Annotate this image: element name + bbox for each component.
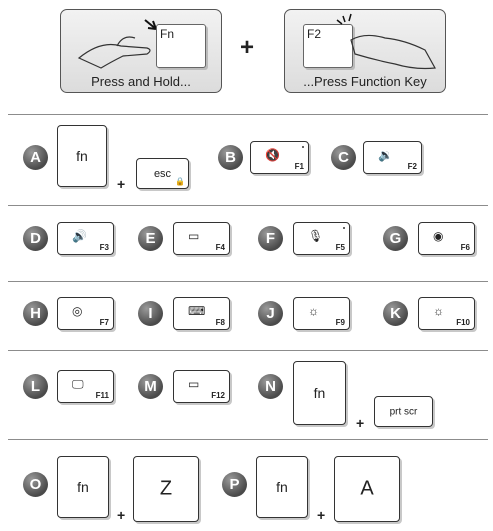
f2-key-label: F2 — [307, 27, 322, 41]
f5-label: F5 — [335, 243, 345, 252]
fn-key — [156, 24, 206, 68]
f6-label: F6 — [460, 243, 470, 252]
z-key-label: Z — [159, 477, 173, 500]
badge-j: J — [258, 301, 283, 326]
fn-key-n — [293, 361, 346, 425]
badge-e: E — [138, 226, 163, 251]
f8-keyboard-backlight-key — [173, 297, 230, 330]
badge-b: B — [218, 145, 243, 170]
plus-n: + — [356, 415, 365, 431]
f4-label: F4 — [215, 243, 225, 252]
f9-label: F9 — [335, 318, 345, 327]
f1-mute-key — [250, 141, 309, 174]
keyboard-backlight-icon: ⌨ — [188, 304, 206, 318]
badge-f: F — [258, 226, 283, 251]
prt-scr-key-label: prt scr — [389, 406, 418, 417]
f7-label: F7 — [99, 318, 109, 327]
wireless-icon: ◎ — [72, 304, 83, 318]
badge-o: O — [23, 472, 48, 497]
f3-volume-up-key — [57, 222, 114, 255]
fn-key-o — [57, 456, 109, 518]
f7-wireless-key — [57, 297, 114, 330]
a-key — [334, 456, 400, 522]
plus-sign: + — [240, 34, 255, 61]
badge-n: N — [258, 374, 283, 399]
f4-display-off-key — [173, 222, 230, 255]
badge-g: G — [383, 226, 408, 251]
f8-label: F8 — [215, 318, 225, 327]
badge-i: I — [138, 301, 163, 326]
fn-lock-icon: 🔒 — [175, 177, 185, 186]
esc-key-label: esc — [153, 167, 172, 180]
badge-k: K — [383, 301, 408, 326]
f2-label: F2 — [407, 162, 417, 171]
fn-key-p-label: fn — [276, 479, 288, 495]
mic-mute-icon: 🎙 — [308, 229, 324, 243]
f1-label: F1 — [294, 162, 304, 171]
badge-m: M — [138, 374, 163, 399]
fn-key-n-label: fn — [313, 385, 326, 401]
f10-brightness-up-key — [418, 297, 475, 330]
press-and-hold-caption: Press and Hold... — [91, 74, 191, 89]
prt-scr-key — [374, 396, 433, 427]
press-function-key-panel — [284, 9, 446, 93]
f2-volume-down-key — [363, 141, 422, 174]
fn-key-label: Fn — [160, 27, 175, 41]
plus-p: + — [317, 507, 326, 523]
touchpad-lock-icon: ▭ — [188, 377, 200, 391]
webcam-icon: ◉ — [433, 229, 444, 243]
f3-label: F3 — [99, 243, 109, 252]
brightness-up-icon: ☼ — [433, 304, 444, 318]
volume-down-icon: 🔉 — [378, 148, 393, 162]
badge-h: H — [23, 301, 48, 326]
fn-key-a-label: fn — [76, 148, 88, 164]
display-off-icon: ▭ — [188, 229, 200, 243]
badge-p: P — [222, 472, 247, 497]
brightness-down-icon: ☼ — [308, 304, 319, 318]
f12-touchpad-lock-key — [173, 370, 230, 403]
fn-key-p — [256, 456, 308, 518]
badge-d: D — [23, 226, 48, 251]
f11-label: F11 — [95, 391, 109, 400]
f11-display-switch-key — [57, 370, 114, 403]
f12-label: F12 — [211, 391, 225, 400]
fn-key-o-label: fn — [77, 479, 89, 495]
a-key-label: A — [360, 477, 374, 500]
press-and-hold-panel — [60, 9, 222, 93]
speaker-mute-icon: 🔇 — [265, 148, 280, 162]
hand-press-f2-illustration — [285, 10, 446, 80]
fn-key-a — [57, 125, 107, 187]
volume-up-icon: 🔊 — [72, 229, 87, 243]
f10-label: F10 — [456, 318, 470, 327]
esc-key — [136, 158, 189, 189]
display-switch-icon: 🖵 — [72, 377, 84, 391]
f5-mic-mute-key — [293, 222, 350, 255]
f6-webcam-key — [418, 222, 475, 255]
press-function-key-caption: ...Press Function Key — [303, 74, 427, 89]
badge-c: C — [331, 145, 356, 170]
badge-l: L — [23, 374, 48, 399]
badge-a: A — [23, 145, 48, 170]
plus-o: + — [117, 507, 126, 523]
plus-a: + — [117, 176, 126, 192]
f9-brightness-down-key — [293, 297, 350, 330]
z-key — [133, 456, 199, 522]
